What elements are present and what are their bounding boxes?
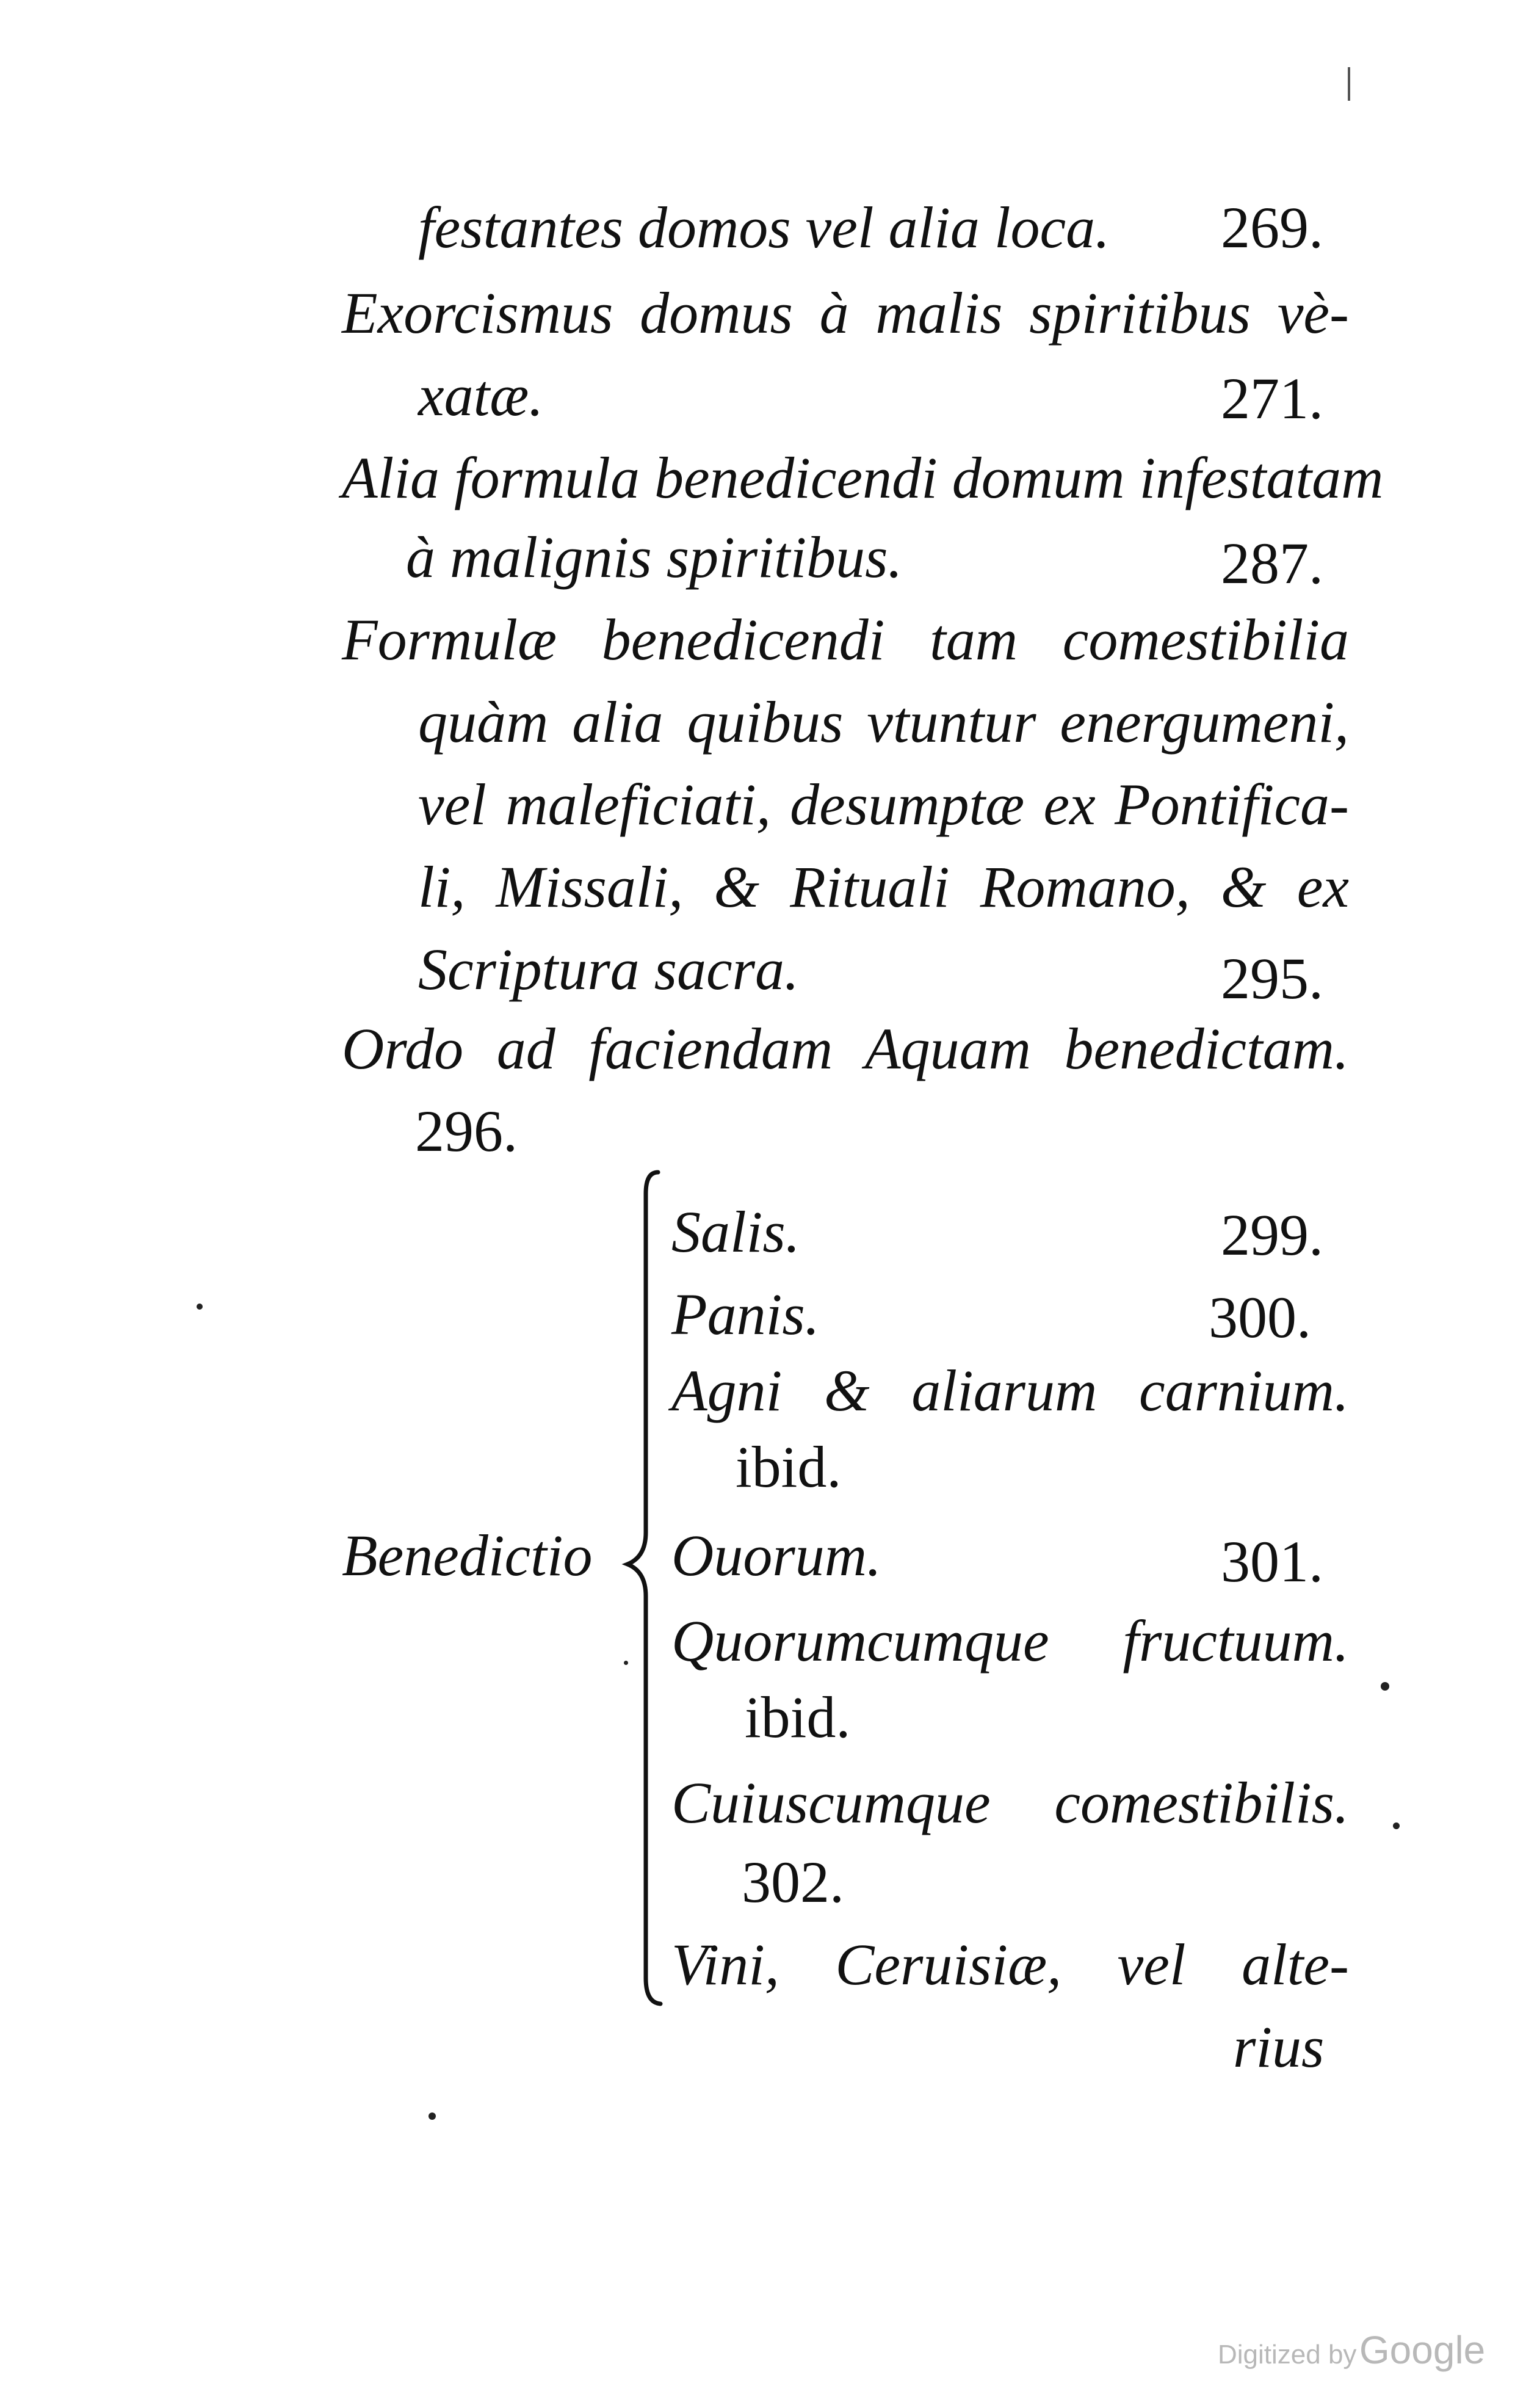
benedictio-item: Salis. bbox=[671, 1199, 800, 1264]
entry-text: festantes domos vel alia loca. bbox=[418, 195, 1110, 260]
google-logo: Google bbox=[1359, 2328, 1486, 2372]
catchword: rius bbox=[1233, 2014, 1325, 2080]
ink-speck bbox=[624, 1661, 628, 1665]
page-number: 295. bbox=[1221, 946, 1323, 1011]
entry-text: Scriptura sacra. bbox=[418, 937, 799, 1002]
page-number: 299. bbox=[1221, 1202, 1323, 1267]
entry-text: à malignis spiritibus. bbox=[406, 524, 903, 590]
page-number: 271. bbox=[1221, 366, 1323, 431]
entry-text: li, Missali, & Rituali Romano, & ex bbox=[418, 854, 1349, 919]
benedictio-item: Quorumcumque fructuum. bbox=[671, 1608, 1349, 1674]
entry-text: xatæ. bbox=[418, 363, 544, 428]
ink-speck bbox=[429, 2112, 436, 2120]
benedictio-item: Ouorum. bbox=[671, 1523, 882, 1588]
benedictio-item: Cuiuscumque comestibilis. bbox=[671, 1770, 1349, 1835]
scan-mark bbox=[1348, 67, 1350, 101]
entry-text: vel maleficiati, desumptæ ex Pontifica- bbox=[418, 772, 1349, 837]
page-number: 300. bbox=[1209, 1285, 1311, 1350]
page-number: 296. bbox=[415, 1098, 518, 1164]
curly-brace-icon bbox=[610, 1166, 665, 2009]
entry-text: Ordo ad faciendam Aquam benedictam. bbox=[342, 1016, 1349, 1081]
entry-text: quàm alia quibus vtuntur energumeni, bbox=[418, 689, 1349, 755]
benedictio-item: Agni & aliarum carnium. bbox=[671, 1358, 1349, 1423]
entry-text: Exorcismus domus à malis spiritibus vè- bbox=[342, 280, 1349, 346]
digitized-label: Digitized by bbox=[1218, 2340, 1357, 2370]
ink-speck bbox=[1381, 1682, 1389, 1691]
page-number: ibid. bbox=[736, 1434, 842, 1500]
digitized-by-google-watermark bbox=[1218, 2327, 1485, 2373]
page-number: 269. bbox=[1221, 195, 1323, 260]
ink-speck bbox=[197, 1304, 203, 1310]
page-number: 302. bbox=[742, 1849, 844, 1915]
entry-text: Alia formula benedicendi domum infestatam bbox=[342, 445, 1384, 510]
entry-text: Formulæ benedicendi tam comestibilia bbox=[342, 607, 1349, 672]
page-number: ibid. bbox=[745, 1685, 851, 1750]
benedictio-item: Vini, Ceruisiæ, vel alte- bbox=[671, 1932, 1349, 1997]
benedictio-label: Benedictio bbox=[342, 1523, 593, 1588]
page-number: 287. bbox=[1221, 531, 1323, 596]
benedictio-item: Panis. bbox=[671, 1282, 820, 1347]
ink-speck bbox=[1393, 1822, 1400, 1829]
page-number: 301. bbox=[1221, 1529, 1323, 1594]
